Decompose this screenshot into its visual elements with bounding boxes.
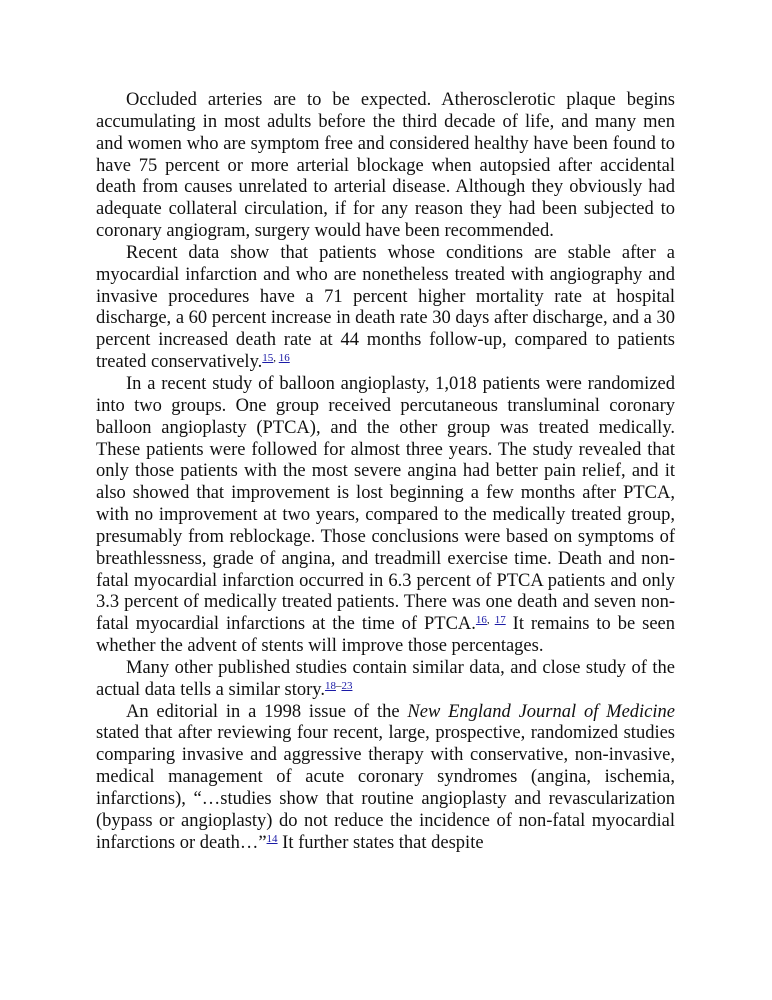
paragraph-text: Recent data show that patients whose conditions are stable after a myocardial infarction and who are nonetheless treated with angiography and invasive procedures have a 71 percent higher mortality rate at hospital discharge, a 60 percent increase in death rate 30 days after discharge, and a 30 percent increased death rate at 44 months follow-up, compared to patients treated conservatively. — [96, 242, 675, 373]
footnote-link-15[interactable]: 15 — [262, 352, 274, 365]
footnote-link-23[interactable]: 23 — [341, 679, 353, 692]
footnote-refs: 15, 16 — [262, 352, 290, 365]
paragraph-occluded-arteries — [96, 90, 675, 243]
footnote-link-18[interactable]: 18 — [324, 679, 336, 692]
paragraph-text: It further states that despite — [277, 832, 484, 853]
paragraph-recent-data — [96, 243, 675, 374]
paragraph-text: Many other published studies contain similar data, and close study of the actual data tells a similar story. — [96, 657, 675, 700]
footnote-refs: 16, 17 — [475, 614, 506, 627]
journal-title: New England Journal of Medicine — [407, 701, 675, 722]
paragraph-other-studies — [96, 658, 675, 702]
paragraph-balloon-angioplasty — [96, 374, 675, 658]
footnote-link-14[interactable]: 14 — [266, 832, 278, 845]
paragraph-text: stated that after reviewing four recent, large, prospective, randomized studies comparing invasive and aggressive therapy with conservative, non-invasive, medical management of acute coronary syndromes (angina, ischemia, infarctions), “…studies show that routine angioplasty and revascularization (bypass or angioplasty) do not reduce the incidence of non-fatal myocardial infarctions or death…” — [96, 723, 675, 853]
paragraph-text: Occluded arteries are to be expected. Atherosclerotic plaque begins accumulating in most adults before the third decade of life, and many men and women who are symptom free and considered healthy have been found to have 75 percent or more arterial blockage when autopsied after accidental death from causes unrelated to arterial disease. Although they obviously had adequate collateral circulation, if for any reason they had been subjected to coronary angiogram, surgery would have been recommended. — [96, 90, 675, 242]
footnote-link-17[interactable]: 17 — [494, 614, 506, 627]
paragraph-text: In a recent study of balloon angioplasty, 1,018 patients were randomized into two groups. One group received percutaneous transluminal coronary balloon angioplasty (PTCA), and the other group was treated medically. These patients were followed for almost three years. The study revealed that only those patients with the most severe angina had better pain relief, and it also showed that improvement is lost beginning a few months after PTCA, with no improvement at two years, compared to the medically treated group, presumably from reblockage. Those conclusions were based on symptoms of breathlessness, grade of angina, and treadmill exercise time. Death and non-fatal myocardial infarction occurred in 6.3 percent of PTCA patients and only 3.3 percent of medically treated patients. There was one death and seven non-fatal myocardial infarctions at the time of PTCA. — [96, 373, 675, 635]
paragraph-text: An editorial in a 1998 issue of the — [126, 701, 408, 722]
paragraph-editorial — [96, 702, 675, 855]
footnote-link-16[interactable]: 16 — [278, 352, 290, 365]
footnote-refs: 18–23 — [324, 679, 353, 692]
body-text — [96, 90, 675, 855]
footnote-link-16[interactable]: 16 — [475, 614, 487, 627]
paragraph-text: It remains to be seen whether the advent of stents will improve those percentages. — [96, 614, 675, 657]
footnote-refs — [267, 833, 278, 845]
